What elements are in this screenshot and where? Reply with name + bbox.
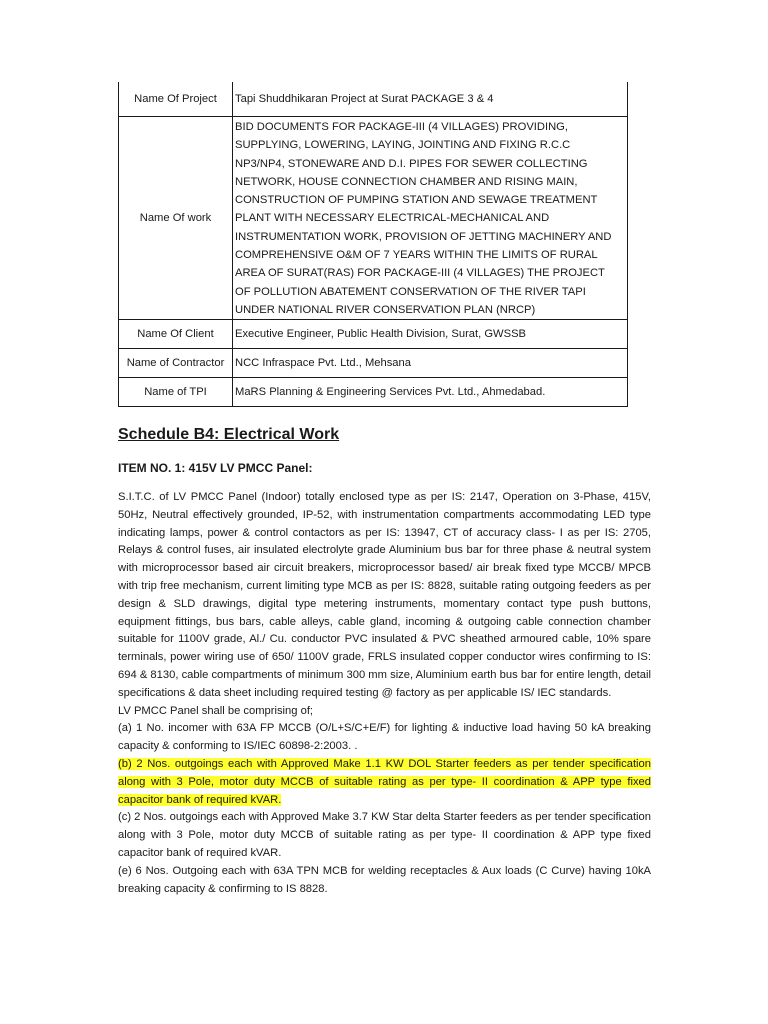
schedule-title: Schedule B4: Electrical Work [118, 426, 340, 443]
intro-paragraph: S.I.T.C. of LV PMCC Panel (Indoor) totally enclosed type as per IS: 2147, Operation on 3-Phase, 415V, 50Hz, Neutral effectively grounded, IP-52, with instrumentation compartments accommodating LED type indicating lamps, power & control contactors as per IS: 13947, CT of accuracy class- I as per IS: 2705, Relays & control fuses, air insulated electrolyte grade Aluminium bus bar for three phase & neutral system with microprocessor based air circuit breakers, microprocessor based/ air break fixed type MCCB/ MPCB with trip free mechanism, current limiting type MCB as per IS: 8828, suitable rating outgoing feeders as per design & SLD drawings, digital type metering instruments, momentary contact type push buttons, equipment fittings, bus bars, cable alleys, cable gland, incoming & outgoing cable connection chamber suitable for 1100V grade, Al./ Cu. conductor PVC insulated & PVC sheathed armoured cable, 10% spare terminals, power wiring use of 650/ 1100V grade, FRLS insulated copper conductor wires confirming to IS: 694 & 8130, cable compartments of minimum 300 mm size, Aluminium earth bus bar for entire length, detail specifications & data sheet including required testing @ factory as per applicable IS/ IEC standards. [118, 491, 651, 699]
item-b-highlighted [118, 756, 651, 809]
table-row-contractor [119, 349, 628, 378]
client-label: Name Of Client [119, 320, 233, 349]
table-row-client [119, 320, 628, 349]
item-a: (a) 1 No. incomer with 63A FP MCCB (O/L+S/C+E/F) for lighting & inductive load having 50 kA breaking capacity & conforming to IS/IEC 60898-2:2003. . [118, 722, 651, 753]
table-row-project [119, 82, 628, 117]
contractor-label: Name of Contractor [119, 349, 233, 378]
comprising-line: LV PMCC Panel shall be comprising of; [118, 704, 314, 717]
client-value: Executive Engineer, Public Health Division, Surat, GWSSB [233, 320, 628, 349]
work-label: Name Of work [119, 117, 233, 320]
project-value: Tapi Shuddhikaran Project at Surat PACKAGE 3 & 4 [233, 82, 628, 117]
project-label: Name Of Project [119, 82, 233, 117]
item-title: ITEM NO. 1: 415V LV PMCC Panel: [118, 461, 313, 475]
table-row-tpi [119, 378, 628, 407]
item-c: (c) 2 Nos. outgoings each with Approved Make 3.7 KW Star delta Starter feeders as per tender specification along with 3 Pole, motor duty MCCB of suitable rating as per type- II coordination & APP type fixed capacitor bank of required kVAR. [118, 811, 651, 859]
item-e: (e) 6 Nos. Outgoing each with 63A TPN MCB for welding receptacles & Aux loads (C Curve) having 10kA breaking capacity & confirming to IS 8828. [118, 864, 651, 895]
work-value: BID DOCUMENTS FOR PACKAGE-III (4 VILLAGES) PROVIDING, SUPPLYING, LOWERING, LAYING, JOINTING AND FIXING R.C.C NP3/NP4, STONEWARE AND D.I. PIPES FOR SEWER COLLECTING NETWORK, HOUSE CONNECTION CHAMBER AND RISING MAIN, CONSTRUCTION OF PUMPING STATION AND SEWAGE TREATMENT PLANT WITH NECESSARY ELECTRICAL-MECHANICAL AND INSTRUMENTATION WORK, PROVISION OF JETTING MACHINERY AND COMPREHENSIVE O&M OF 7 YEARS WITHIN THE LIMITS OF RURAL AREA OF SURAT(RAS) FOR PACKAGE-III (4 VILLAGES) THE PROJECT OF POLLUTION ABATEMENT CONSERVATION OF THE RIVER TAPI UNDER NATIONAL RIVER CONSERVATION PLAN (NRCP) [233, 117, 628, 320]
tpi-value: MaRS Planning & Engineering Services Pvt. Ltd., Ahmedabad. [233, 378, 628, 407]
tpi-label: Name of TPI [119, 378, 233, 407]
contractor-value: NCC Infraspace Pvt. Ltd., Mehsana [233, 349, 628, 378]
table-row-work [119, 117, 628, 320]
project-info-table [118, 82, 628, 407]
item-description [118, 489, 651, 898]
item-b-text: (b) 2 Nos. outgoings each with Approved Make 1.1 KW DOL Starter feeders as per tender specification along with 3 Pole, motor duty MCCB of suitable rating as per type- II coordination & APP type fixed capacitor bank of required kVAR. [118, 757, 651, 806]
